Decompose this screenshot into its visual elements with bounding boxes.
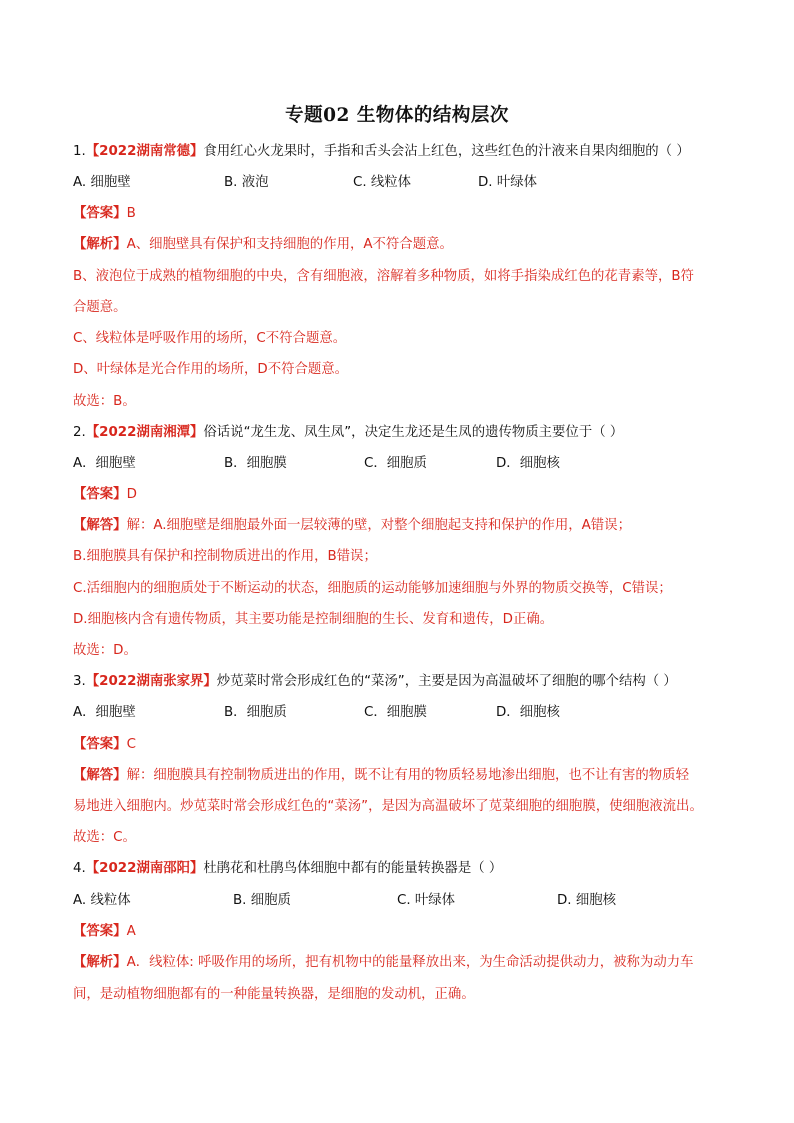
analysis-tag: 【解析】 bbox=[73, 955, 127, 970]
analysis-tag: 【解析】 bbox=[73, 237, 127, 252]
answer-tag: 【答案】 bbox=[73, 737, 127, 752]
analysis-line bbox=[73, 767, 733, 785]
question-number: 2. bbox=[73, 425, 86, 440]
option-b: B. 液泡 bbox=[224, 175, 269, 190]
analysis-line: 故选：B。 bbox=[73, 394, 136, 409]
option-b: B．细胞膜 bbox=[224, 456, 287, 471]
analysis-line: 故选：C。 bbox=[73, 830, 136, 845]
question-text: 俗话说“龙生龙、凤生凤”，决定生龙还是生凤的遗传物质主要位于（ ） bbox=[203, 425, 624, 440]
analysis-text: 解：细胞膜具有控制物质进出的作用，既不让有用的物质轻易地渗出细胞，也不让有害的物质轻 bbox=[126, 768, 689, 783]
analysis-line: D.细胞核内含有遗传物质，其主要功能是控制细胞的生长、发育和遗传，D正确。 bbox=[73, 612, 554, 627]
source-tag: 【2022湖南邵阳】 bbox=[85, 861, 204, 876]
analysis-text: 解：A.细胞壁是细胞最外面一层较薄的壁，对整个细胞起支持和保护的作用，A错误； bbox=[126, 518, 631, 533]
option-d: D．细胞核 bbox=[496, 705, 560, 720]
option-c: C．细胞膜 bbox=[364, 705, 427, 720]
question-text: 食用红心火龙果时，手指和舌头会沾上红色，这些红色的汁液来自果肉细胞的（ ） bbox=[203, 144, 690, 159]
answer-value: C bbox=[126, 737, 136, 752]
option-d: D. 细胞核 bbox=[557, 893, 616, 908]
analysis-line: D、叶绿体是光合作用的场所，D不符合题意。 bbox=[73, 362, 349, 377]
source-tag: 【2022湖南湘潭】 bbox=[85, 425, 204, 440]
option-d: D．细胞核 bbox=[496, 456, 560, 471]
option-a: A．细胞壁 bbox=[73, 705, 136, 720]
analysis-line: B、液泡位于成熟的植物细胞的中央，含有细胞液，溶解着多种物质，如将手指染成红色的花青素等，B符 bbox=[73, 269, 694, 284]
analysis-line bbox=[73, 236, 733, 254]
answer-line bbox=[73, 923, 733, 941]
option-c: C. 叶绿体 bbox=[397, 893, 456, 908]
answer-line bbox=[73, 486, 733, 504]
answer-value: A bbox=[126, 924, 136, 939]
question-number: 3. bbox=[73, 674, 86, 689]
analysis-line: 合题意。 bbox=[73, 300, 127, 315]
page-title: 专题02 生物体的结构层次 bbox=[285, 105, 509, 126]
option-b: B．细胞质 bbox=[224, 705, 287, 720]
question-4-stem bbox=[73, 860, 733, 878]
option-d: D. 叶绿体 bbox=[478, 175, 537, 190]
option-c: C. 线粒体 bbox=[353, 175, 412, 190]
question-number: 4. bbox=[73, 861, 86, 876]
analysis-line: 易地进入细胞内。炒苋菜时常会形成红色的“菜汤”，是因为高温破坏了苋菜细胞的细胞膜，使细胞液流出。 bbox=[73, 799, 703, 814]
answer-line bbox=[73, 205, 733, 223]
option-a: A. 线粒体 bbox=[73, 893, 131, 908]
option-b: B. 细胞质 bbox=[233, 893, 291, 908]
answer-value: D bbox=[126, 487, 137, 502]
question-text: 炒苋菜时常会形成红色的“菜汤”，主要是因为高温破坏了细胞的哪个结构（ ） bbox=[216, 674, 677, 689]
answer-tag: 【答案】 bbox=[73, 206, 127, 221]
analysis-text: A．线粒体: 呼吸作用的场所，把有机物中的能量释放出来，为生命活动提供动力，被称为动力车 bbox=[126, 955, 694, 970]
analysis-line: C、线粒体是呼吸作用的场所，C不符合题意。 bbox=[73, 331, 347, 346]
option-a: A. 细胞壁 bbox=[73, 175, 131, 190]
question-text: 杜鹃花和杜鹃鸟体细胞中都有的能量转换器是（ ） bbox=[203, 861, 503, 876]
question-1-stem bbox=[73, 143, 733, 161]
analysis-line bbox=[73, 954, 733, 972]
source-tag: 【2022湖南张家界】 bbox=[85, 674, 217, 689]
analysis-tag: 【解答】 bbox=[73, 518, 127, 533]
question-2-stem bbox=[73, 424, 733, 442]
answer-tag: 【答案】 bbox=[73, 924, 127, 939]
analysis-line bbox=[73, 517, 733, 535]
option-c: C．细胞质 bbox=[364, 456, 427, 471]
option-a: A．细胞壁 bbox=[73, 456, 136, 471]
question-3-stem bbox=[73, 673, 733, 691]
source-tag: 【2022湖南常德】 bbox=[85, 144, 204, 159]
analysis-tag: 【解答】 bbox=[73, 768, 127, 783]
analysis-line: C.活细胞内的细胞质处于不断运动的状态，细胞质的运动能够加速细胞与外界的物质交换等，C错误； bbox=[73, 581, 672, 596]
question-number: 1. bbox=[73, 144, 86, 159]
analysis-text: A、细胞壁具有保护和支持细胞的作用，A不符合题意。 bbox=[126, 237, 453, 252]
analysis-line: 间，是动植物细胞都有的一种能量转换器，是细胞的发动机，正确。 bbox=[73, 987, 475, 1002]
analysis-line: B.细胞膜具有保护和控制物质进出的作用，B错误； bbox=[73, 549, 377, 564]
analysis-line: 故选：D。 bbox=[73, 643, 137, 658]
answer-line bbox=[73, 736, 733, 754]
answer-tag: 【答案】 bbox=[73, 487, 127, 502]
answer-value: B bbox=[126, 206, 136, 221]
